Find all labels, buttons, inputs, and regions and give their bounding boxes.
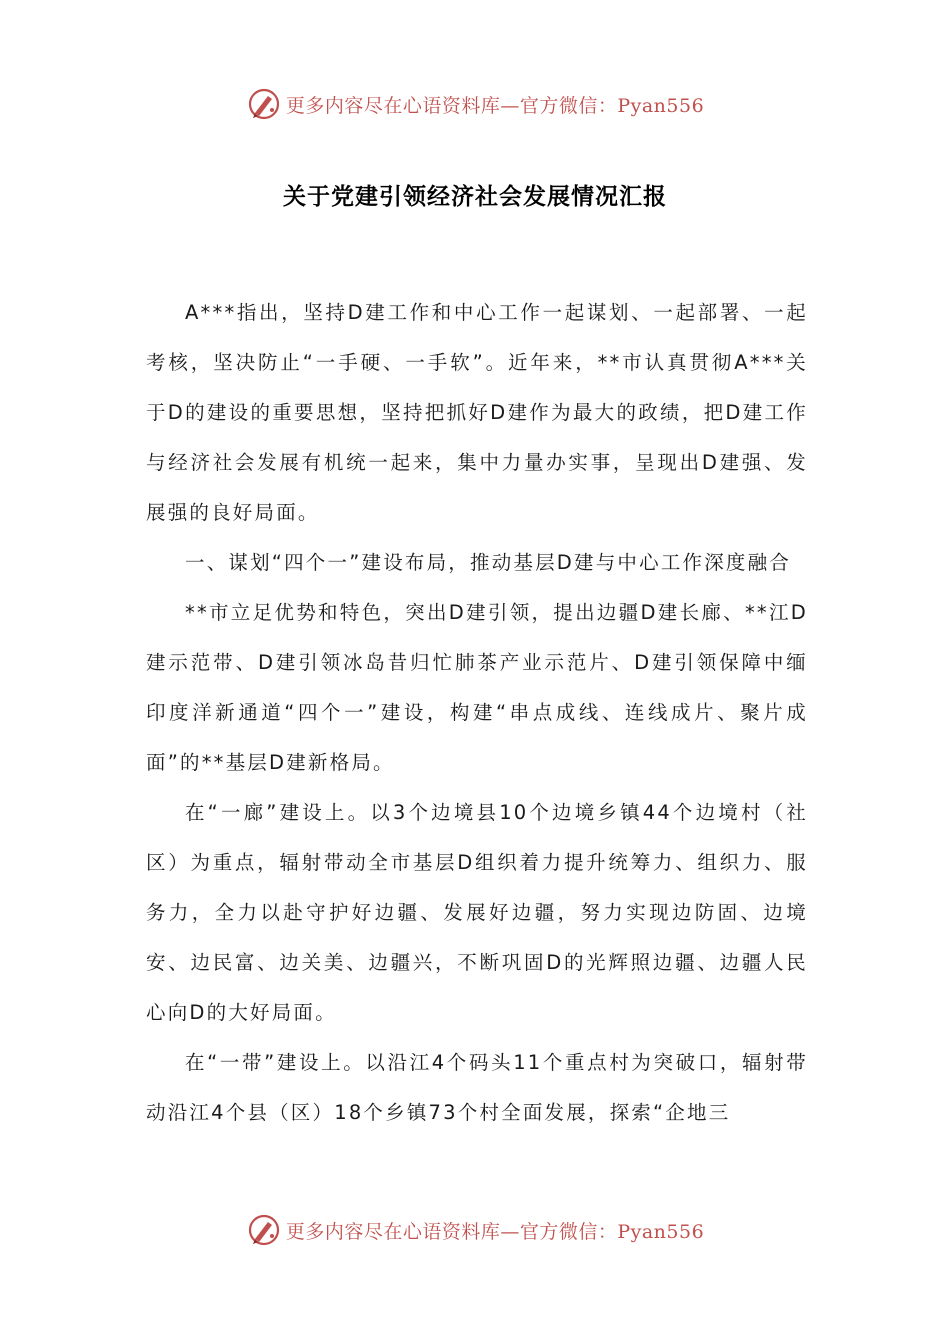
watermark-banner-top: [0, 84, 950, 124]
paragraph-belt: 在“一带”建设上。以沿江4个码头11个重点村为突破口，辐射带动沿江4个县（区）18个乡镇73个村全面发展，探索“企地三: [146, 1051, 808, 1124]
pen-logo-icon: [246, 86, 282, 122]
paragraph-overview: **市立足优势和特色，突出D建引领，提出边疆D建长廊、**江D建示范带、D建引领冰岛昔归忙肺茶产业示范片、D建引领保障中缅印度洋新通道“四个一”建设，构建“串点成线、连线成片、聚片成面”的**基层D建新格局。: [146, 601, 808, 774]
section-heading: 一、谋划“四个一”建设布局，推动基层D建与中心工作深度融合: [185, 551, 792, 574]
paragraph-corridor: 在“一廊”建设上。以3个边境县10个边境乡镇44个边境村（社区）为重点，辐射带动全市基层D组织着力提升统筹力、组织力、服务力，全力以赴守护好边疆、发展好边疆，努力实现边防固、边境安、边民富、边关美、边疆兴，不断巩固D的光辉照边疆、边疆人民心向D的大好局面。: [146, 801, 808, 1024]
watermark-text: 更多内容尽在心语资料库—官方微信：Pyan556: [285, 1220, 705, 1243]
document-title: 关于党建引领经济社会发展情况汇报: [283, 183, 667, 210]
paragraph-intro: A***指出，坚持D建工作和中心工作一起谋划、一起部署、一起考核，坚决防止“一手硬、一手软”。近年来，**市认真贯彻A***关于D的建设的重要思想，坚持把抓好D建作为最大的政绩，把D建工作与经济社会发展有机统一起来，集中力量办实事，呈现出D建强、发展强的良好局面。: [146, 301, 808, 524]
document-body: [146, 288, 808, 1138]
watermark-banner-bottom: [0, 1210, 950, 1250]
watermark-text: 更多内容尽在心语资料库—官方微信：Pyan556: [285, 94, 705, 117]
pen-logo-icon: [246, 1212, 282, 1248]
